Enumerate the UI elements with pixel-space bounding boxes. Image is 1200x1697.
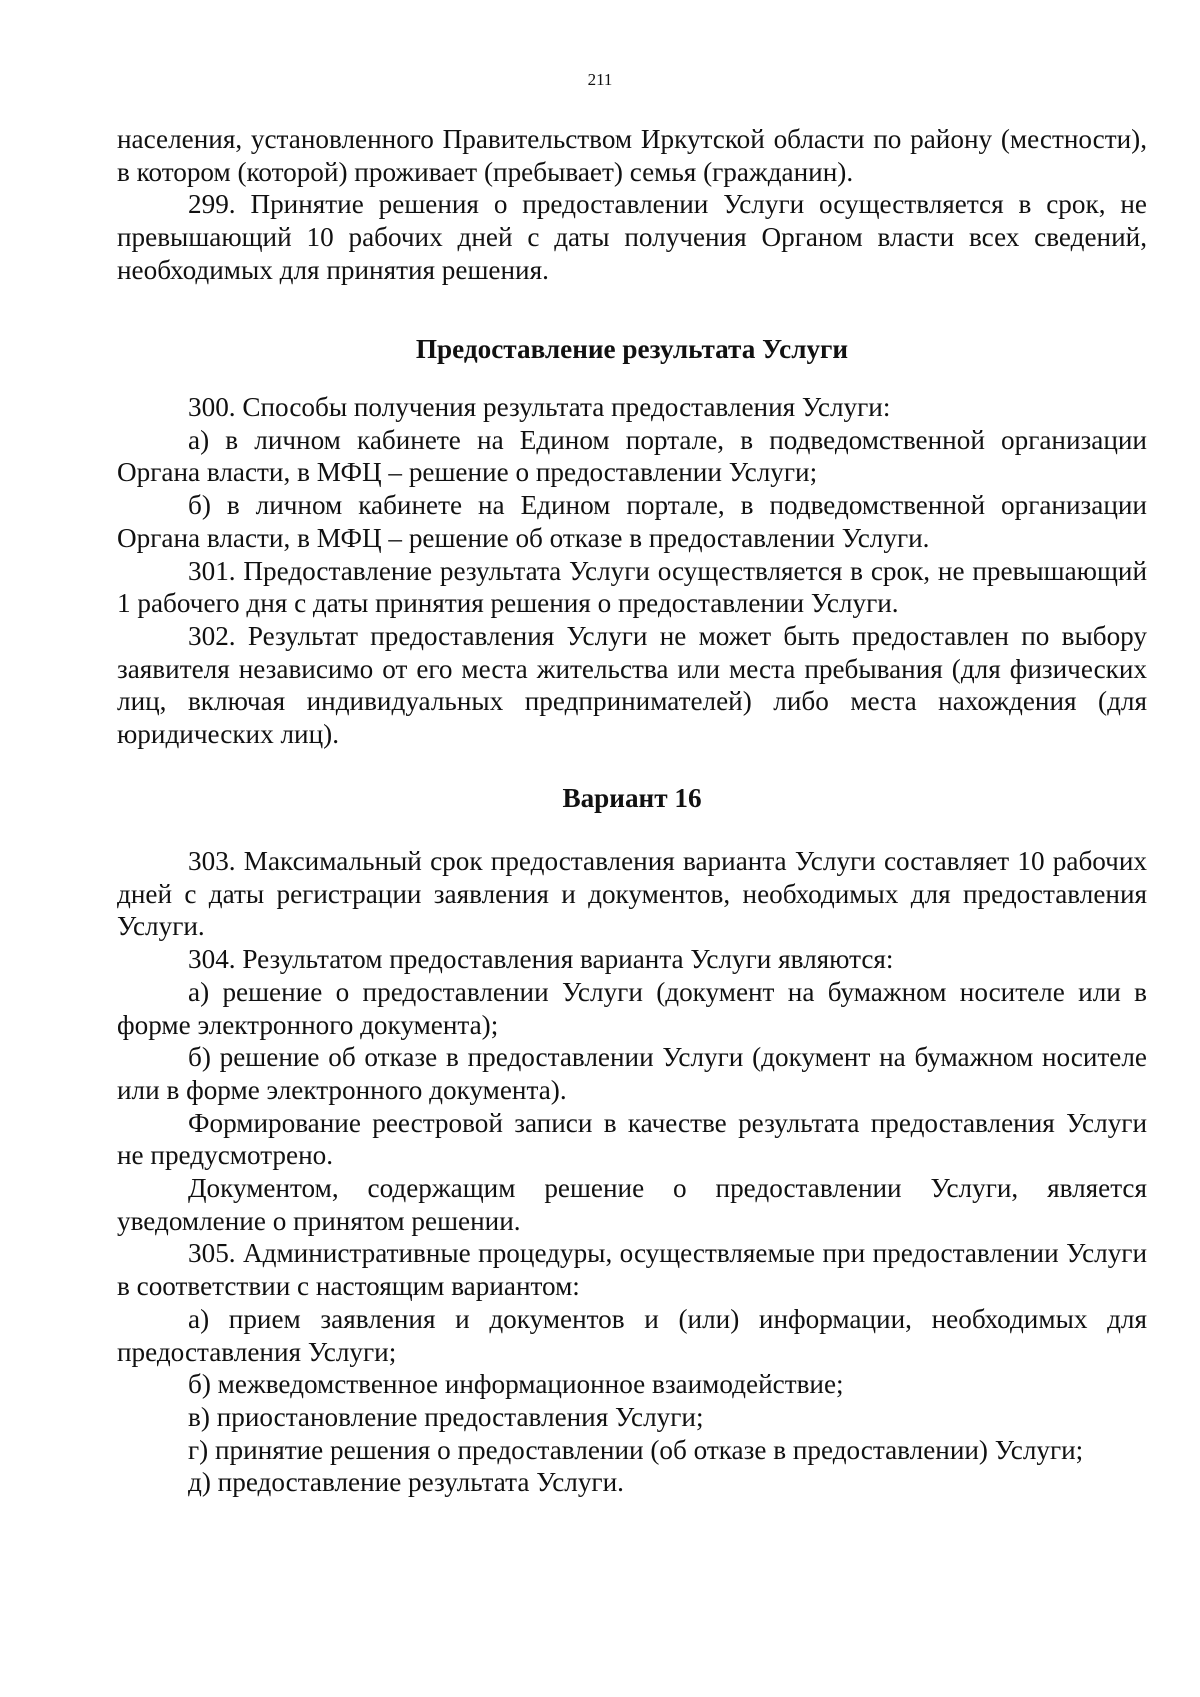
paragraph: 299. Принятие решения о предоставлении Услуги осуществляется в срок, не превышающий 10 рабочих дней с даты получения Органом власти всех сведений, необходимых для принятия решения. [117, 189, 1147, 285]
page-number: 211 [587, 70, 613, 89]
paragraph: 304. Результатом предоставления варианта Услуги являются: [188, 944, 894, 975]
paragraph: а) прием заявления и документов и (или) информации, необходимых для предоставления Услуги; [117, 1303, 1147, 1367]
paragraph: 300. Способы получения результата предоставления Услуги: [188, 392, 891, 422]
paragraph: б) в личном кабинете на Едином портале, в подведомственной организации Органа власти, в МФЦ – решение об отказе в предоставлении Услуги. [117, 490, 1147, 553]
paragraph: 303. Максимальный срок предоставления варианта Услуги составляет 10 рабочих дней с даты регистрации заявления и документов, необходимых для предоставления Услуги. [117, 846, 1147, 942]
paragraph: б) межведомственное информационное взаимодействие; [188, 1369, 844, 1400]
paragraph: 302. Результат предоставления Услуги не может быть предоставлен по выбору заявителя независимо от его места жительства или места пребывания (для физических лиц, включая индивидуальных предпринимателей) либо места нахождения (для юридических лиц). [117, 620, 1147, 750]
paragraph: 301. Предоставление результата Услуги осуществляется в срок, не превышающий 1 рабочего дня с даты принятия решения о предоставлении Услуги. [117, 555, 1147, 619]
paragraph: Документом, содержащим решение о предоставлении Услуги, является уведомление о принятом решении. [117, 1173, 1147, 1236]
section-heading-variant: Вариант 16 [562, 783, 702, 813]
paragraph: Формирование реестровой записи в качестве результата предоставления Услуги не предусмотрено. [117, 1107, 1147, 1171]
section-heading-result: Предоставление результата Услуги [415, 334, 849, 364]
paragraph: населения, установленного Правительством Иркутской области по району (местности), в котором (которой) проживает (пребывает) семья (гражданин). [117, 124, 1147, 187]
text-block-variant [117, 845, 1147, 1499]
paragraph: а) решение о предоставлении Услуги (документ на бумажном носителе или в форме электронного документа); [117, 976, 1147, 1040]
paragraph: б) решение об отказе в предоставлении Услуги (документ на бумажном носителе или в форме электронного документа). [117, 1042, 1147, 1105]
text-block-intro [117, 123, 1147, 287]
paragraph: а) в личном кабинете на Едином портале, в подведомственной организации Органа власти, в МФЦ – решение о предоставлении Услуги; [117, 424, 1147, 488]
paragraph: д) предоставление результата Услуги. [188, 1467, 624, 1498]
paragraph: 305. Административные процедуры, осуществляемые при предоставлении Услуги в соответствии с настоящим вариантом: [117, 1238, 1147, 1302]
paragraph: в) приостановление предоставления Услуги; [188, 1401, 704, 1432]
paragraph: г) принятие решения о предоставлении (об отказе в предоставлении) Услуги; [188, 1434, 1084, 1465]
text-block-result [117, 391, 1147, 751]
